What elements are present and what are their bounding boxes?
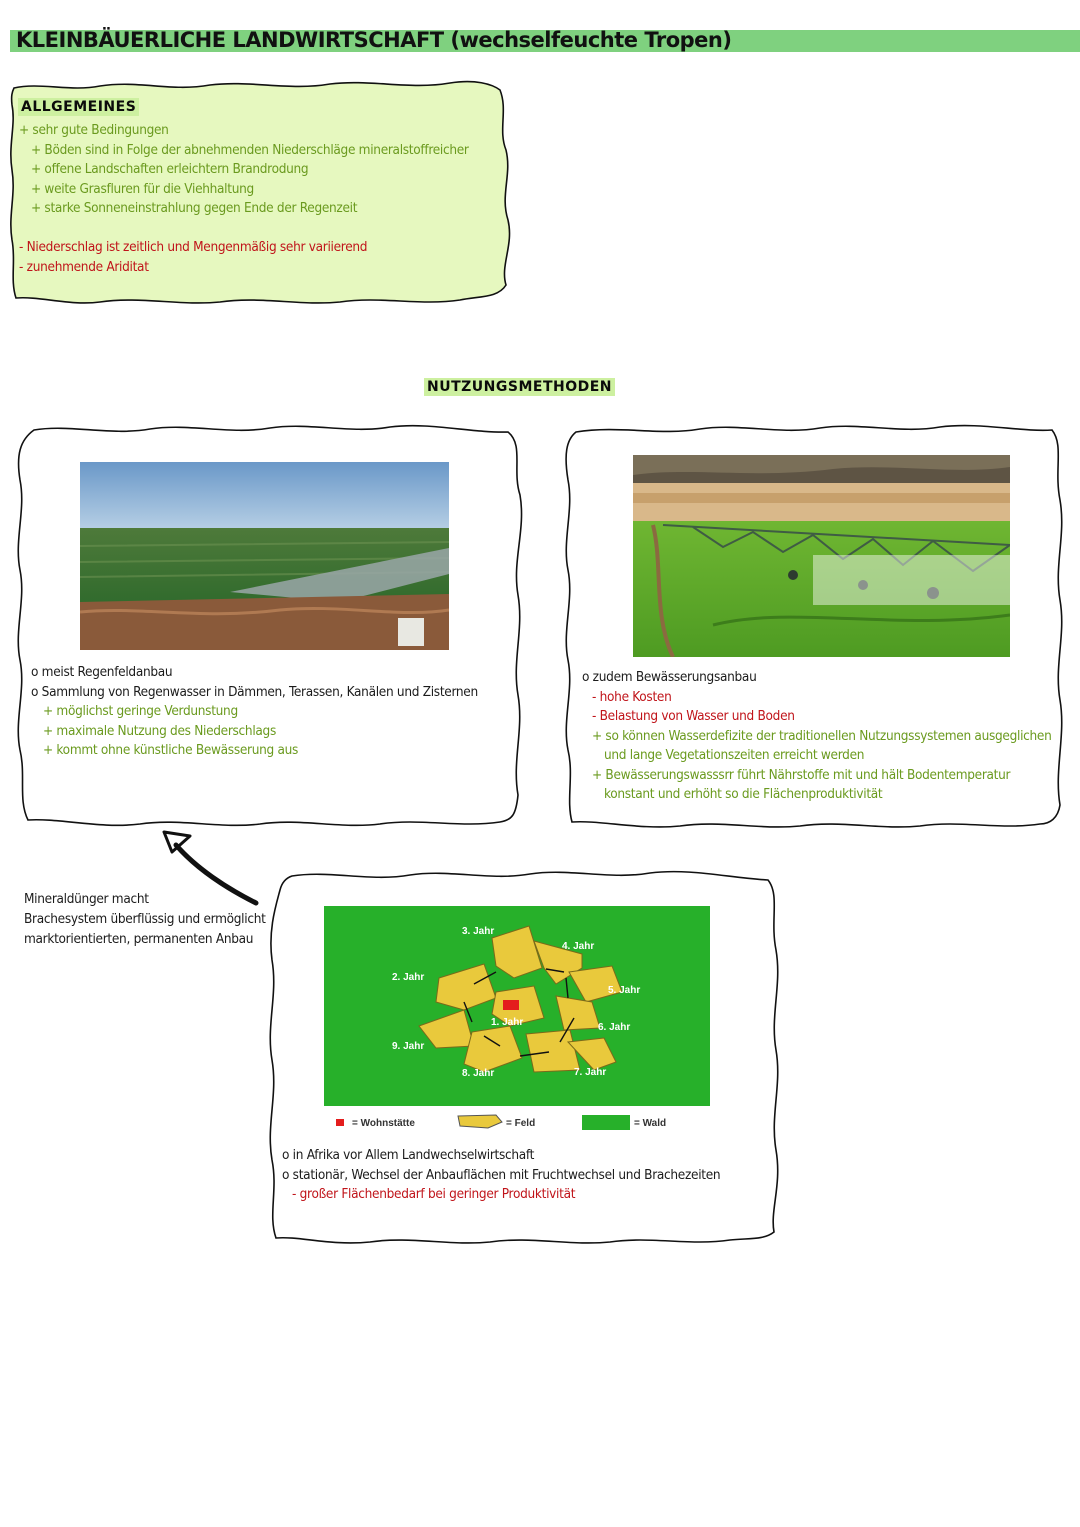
allgemeines-plus-line: + starke Sonneneinstrahlung gegen Ende der Regenzeit: [31, 200, 358, 216]
right-card-minus-line: - Belastung von Wasser und Boden: [592, 708, 795, 724]
diagram-year-label: 5. Jahr: [608, 985, 641, 996]
house-marker: [503, 1000, 519, 1010]
left-card-plus-line: + maximale Nutzung des Niederschlags: [43, 722, 276, 739]
diagram-year-label: 6. Jahr: [598, 1022, 631, 1033]
rainfed-field-photo: [80, 462, 449, 650]
diagram-year-label: 9. Jahr: [392, 1041, 425, 1052]
allgemeines-minus-line: - Niederschlag ist zeitlich und Mengenmäßig sehr variierend: [19, 239, 368, 255]
right-card-plus-line: und lange Vegetationszeiten erreicht werden: [604, 747, 865, 763]
side-note: [24, 889, 266, 949]
left-card-line: o Sammlung von Regenwasser in Dämmen, Terassen, Kanälen und Zisternen: [31, 683, 478, 700]
right-card-line: o zudem Bewässerungsanbau: [582, 669, 757, 685]
right-card-plus-line: + so können Wasserdefizite der traditionellen Nutzungssystemen ausgeglichen: [592, 727, 1052, 744]
diagram-year-label: 7. Jahr: [574, 1067, 607, 1078]
right-card-minus-line: - hohe Kosten: [592, 688, 672, 705]
legend-house-swatch: [336, 1119, 344, 1126]
legend-field-swatch: [458, 1115, 502, 1128]
allgemeines-plus-line: + sehr gute Bedingungen: [19, 122, 169, 138]
right-card-plus-line: konstant und erhöht so die Flächenproduktivität: [604, 786, 883, 802]
legend-label: = Feld: [506, 1118, 536, 1129]
left-card-line: o meist Regenfeldanbau: [31, 664, 173, 680]
allgemeines-plus-line: + offene Landschaften erleichtern Brandrodung: [31, 161, 309, 177]
allgemeines-minus-line: - zunehmende Ariditat: [19, 258, 149, 275]
right-card-plus-line: + Bewässerungswasssrr führt Nährstoffe mit und hält Bodentemperatur: [592, 766, 1011, 783]
side-note-line: Brachesystem überflüssig und ermöglicht: [24, 911, 266, 927]
diagram-year-label: 2. Jahr: [392, 972, 425, 983]
nutzungsmethoden-heading: NUTZUNGSMETHODEN: [424, 378, 615, 396]
left-card-plus-line: + möglichst geringe Verdunstung: [43, 703, 238, 719]
diagram-year-label: 8. Jahr: [462, 1068, 495, 1079]
legend-label: = Wald: [634, 1118, 667, 1129]
side-note-line: marktorientierten, permanenten Anbau: [24, 931, 254, 947]
legend-forest-swatch: [582, 1115, 630, 1130]
shifting-cultivation-diagram: [324, 906, 710, 1132]
allgemeines-plus-line: + Böden sind in Folge der abnehmenden Niederschläge mineralstoffreicher: [31, 141, 469, 158]
bottom-card-minus-line: - großer Flächenbedarf bei geringer Produktivität: [292, 1186, 576, 1202]
diagram-year-label: 3. Jahr: [462, 926, 495, 937]
allgemeines-plus-line: + weite Grasfluren für die Viehhaltung: [31, 180, 254, 197]
diagram-year-label: 4. Jahr: [562, 941, 595, 952]
legend-label: = Wohnstätte: [352, 1118, 415, 1129]
diagram-year-label: 1. Jahr: [491, 1017, 524, 1028]
irrigation-field-photo: [633, 455, 1010, 657]
bottom-card-line: o stationär, Wechsel der Anbauflächen mit Fruchtwechsel und Brachezeiten: [282, 1166, 721, 1183]
left-card-plus-line: + kommt ohne künstliche Bewässerung aus: [43, 742, 299, 758]
bottom-card-line: o in Afrika vor Allem Landwechselwirtschaft: [282, 1147, 535, 1163]
page-title: KLEINBÄUERLICHE LANDWIRTSCHAFT (wechselfeuchte Tropen): [16, 28, 732, 52]
side-note-line: Mineraldünger macht: [24, 891, 149, 907]
allgemeines-heading: ALLGEMEINES: [18, 98, 139, 116]
